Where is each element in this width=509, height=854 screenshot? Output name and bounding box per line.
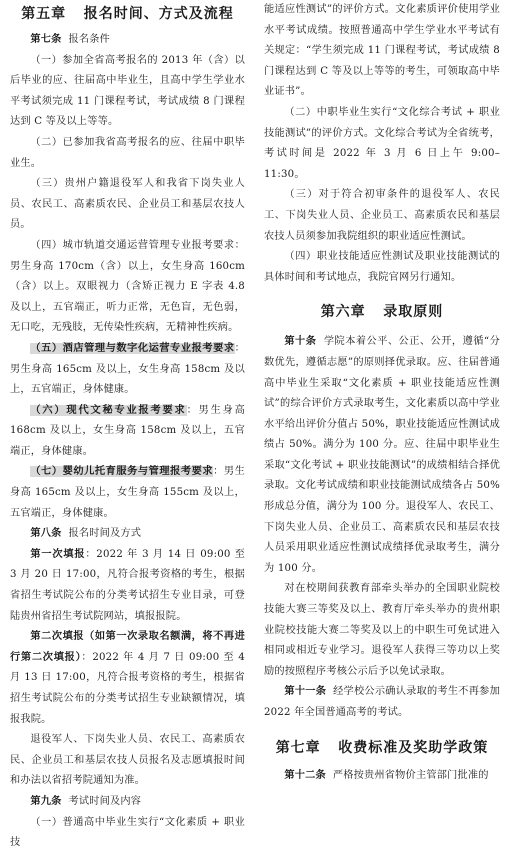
article-11-text: 经学校公示确认录取的考生不再参加 2022 年全国普通高考的考试。 bbox=[264, 686, 500, 718]
article-9-heading bbox=[10, 792, 245, 813]
art9-clause-1: （一）普通高中毕业生实行“文化素质 + 职业技 bbox=[10, 816, 245, 849]
secretary-requirement-title: （六）现代文秘专业报考要求 bbox=[30, 404, 187, 416]
article-7-label: 第七条 bbox=[30, 34, 62, 45]
chapter-6-heading: 第六章 录取原则 bbox=[320, 304, 444, 321]
first-fill-paragraph bbox=[10, 545, 245, 627]
article-12-paragraph bbox=[264, 766, 500, 787]
art7-clause-6 bbox=[10, 401, 245, 463]
article-8-heading bbox=[10, 524, 245, 545]
article-7-title: 报名条件 bbox=[68, 34, 111, 45]
chapter-5-heading: 第五章 报名时间、方式及流程 bbox=[21, 6, 234, 22]
art7-clause-7 bbox=[10, 462, 245, 524]
article-11-label: 第十一条 bbox=[284, 686, 327, 698]
second-fill-title: 第二次填报（如第一次录取名额满，将不再进行第二次填报） bbox=[10, 631, 245, 663]
competition-award-paragraph: 对在校期间获教育部牵头举办的全国职业院校技能大赛三等奖及以上、教育厅牵头举办的贵州职业院校技能大赛二等奖及以上的中职生可免试进入相同或相近专业学习。退役军人获得三等功以上奖励的按照程序考核公示后予以免试录取。 bbox=[264, 583, 500, 677]
art7-clause-4: （四）城市轨道交通运营管理专业报考要求：男生身高 170cm（含）以上，女生身高 160cm（含）以上。双眼视力（含矫正视力 E 字表 4.8 及以上，五官端正，听力正常，无色盲，无色弱，无口吃，无残肢，无传染性疾病，无精神性疾病。 bbox=[10, 239, 245, 334]
article-10-paragraph bbox=[264, 332, 500, 579]
article-12-text: 严格按贵州省物价主管部门批准的 bbox=[332, 769, 489, 781]
art7-clause-3: （三）贵州户籍退役军人和我省下岗失业人员、农民工、高素质农民、企业员工和基层农技人员。 bbox=[10, 178, 245, 231]
hotel-mgmt-requirement-text: ：男生身高 165cm 及以上，女生身高 158cm 及以上，五官端正，身体健康。 bbox=[10, 342, 245, 396]
article-10-label: 第十条 bbox=[284, 336, 317, 348]
art9-clause-1-continued: 能适应性测试”的评价方式。文化素质评价使用学业水平考试成绩。按照普通高中学生学业水平考试有关规定：“学生须完成 11 门课程考试，考试成绩 8 门课程达到 C 等及以上等等的考生，可领取高中毕业证书”。 bbox=[264, 4, 500, 98]
article-9-title: 考试时间及内容 bbox=[68, 795, 142, 807]
art7-clause-1: （一）参加全省高考报名的 2013 年（含）以后毕业的应、往届高中毕业生，且高中学生学业水平考试须完成 11 门课程考试，考试成绩 8 门课程达到 C 等及以上等等。 bbox=[10, 54, 245, 128]
article-11-paragraph bbox=[264, 682, 500, 723]
art7-clause-2: （二）已参加我省高考报名的应、往届中职毕业生。 bbox=[10, 136, 245, 169]
article-9-label: 第九条 bbox=[30, 795, 62, 807]
right-column bbox=[264, 0, 500, 786]
art9-clause-4: （四）职业技能适应性测试及职业技能测试的具体时间和考试地点，我院官网另行通知。 bbox=[264, 251, 500, 283]
childcare-requirement-title: （七）婴幼儿托育服务与管理报考要求 bbox=[30, 466, 214, 478]
article-10-text: 学院本着公平、公正、公开，遵循“分数优先，遵循志愿”的原则择优录取。应、往届普通高中毕业生采取“文化素质 + 职业技能适应性测试”的综合评价方式录取考生，文化素质以高中学业水平给出评价分值占 50%，职业技能适应性测试成绩占 50%。满分为 100 分。应、往届中职毕业生采取“文化考试 + 职业技能测试”的成绩相结合择优录取。文化考试成绩和职业技能测试成绩各占 50% 形成总分值，满分为 100 分。退役军人、农民工、下岗失业人员、企业员工、高素质农民和基层农技人员采用职业适应性测试成绩择优录取考生，满分为 100 分。 bbox=[264, 336, 500, 574]
article-7-heading bbox=[10, 30, 245, 51]
art7-clause-5 bbox=[10, 339, 245, 401]
art9-clause-3: （三）对于符合初审条件的退役军人、农民工、下岗失业人员、企业员工、高素质农民和基层农技人员须参加我院组织的职业适应性测试。 bbox=[264, 189, 500, 242]
retired-soldiers-paragraph: 退役军人、下岗失业人员、农民工、高素质农民、企业员工和基层农技人员报名及志愿填报时间和办法以省招考院通知为准。 bbox=[10, 734, 245, 787]
second-fill-paragraph bbox=[10, 627, 245, 730]
article-8-title: 报名时间及方式 bbox=[68, 528, 142, 540]
second-fill-text: ：2022 年 4 月 7 日 09:00 至 4 月 13 日 17:00，凡符合报考资格的考生，根据省招生考试院公布的分类考试招生专业缺额情况，填报我院。 bbox=[10, 651, 245, 725]
chapter-7-heading: 第七章 收费标准及奖助学政策 bbox=[275, 739, 489, 756]
art9-clause-2: （二）中职毕业生实行“文化综合考试 + 职业技能测试”的评价方式。文化综合考试为全省统考，考试时间是 2022 年 3 月 6 日上午 9:00–11:30。 bbox=[264, 106, 500, 180]
left-column bbox=[10, 0, 245, 854]
first-fill-title: 第一次填报 bbox=[30, 548, 86, 560]
secretary-requirement-text: ：男生身高 168cm 及以上，女生身高 158cm 及以上，五官端正，身体健康。 bbox=[10, 404, 245, 457]
first-fill-text: ：2022 年 3 月 14 日 09:00 至 3 月 20 日 17:00，凡符合报考资格的考生，根据省招生考试院公布的分类考试招生专业目录，可登陆贵州省招生考试院网站，填报报院。 bbox=[10, 548, 246, 622]
hotel-mgmt-requirement-title: （五）酒店管理与数字化运营专业报考要求 bbox=[30, 342, 235, 354]
article-8-label: 第八条 bbox=[30, 528, 62, 540]
article-12-label: 第十二条 bbox=[284, 769, 326, 781]
childcare-requirement-text: ：男生身高 165cm 及以上，女生身高 155cm 及以上，五官端正，身体健康。 bbox=[10, 466, 245, 519]
